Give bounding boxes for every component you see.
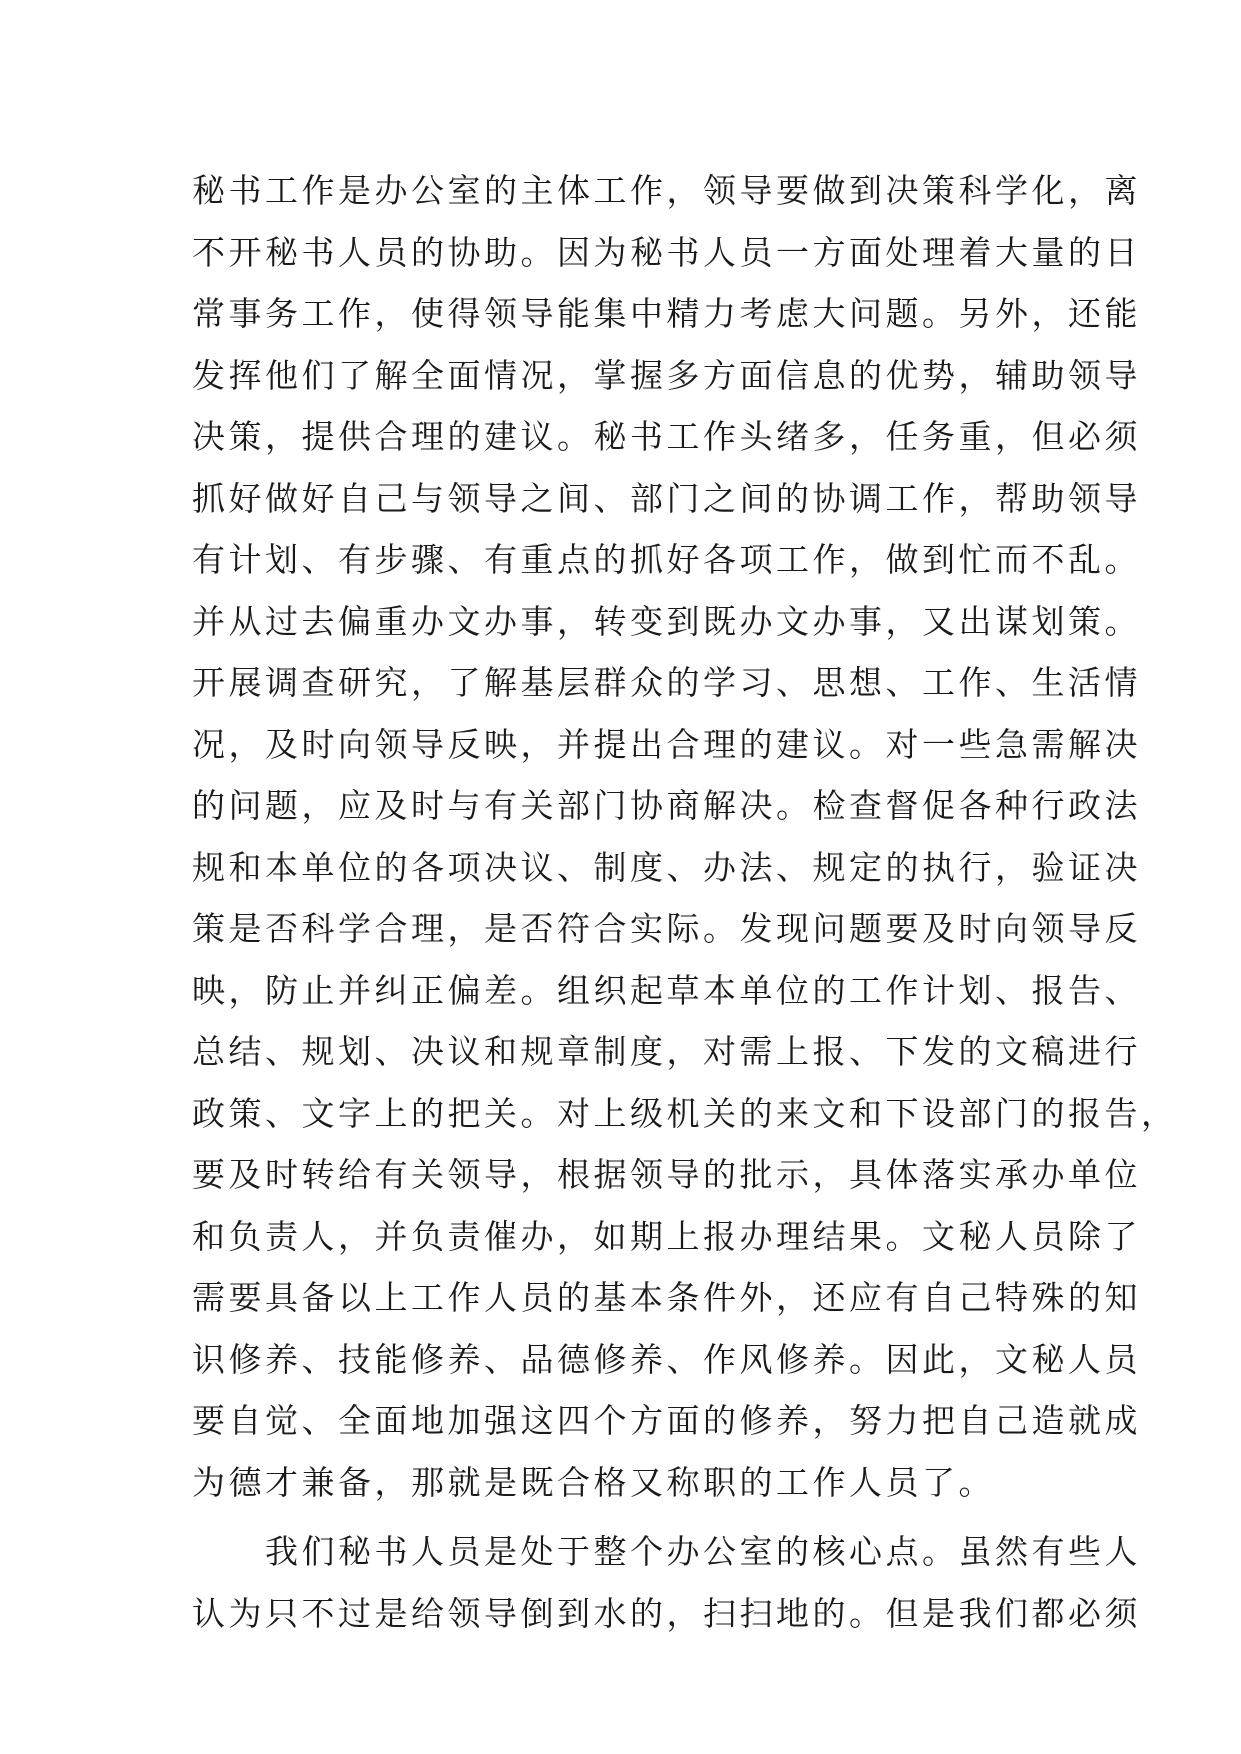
text-line: 为德才兼备，那就是既合格又称职的工作人员了。 [192, 1462, 995, 1502]
text-line: 并从过去偏重办文办事，转变到既办文办事，又出谋划策。 [192, 601, 1141, 641]
text-line: 要自觉、全面地加强这四个方面的修养，努力把自己造就成 [192, 1401, 1141, 1440]
text-line: 不开秘书人员的协助。因为秘书人员一方面处理着大量的日 [192, 232, 1141, 272]
text-line-indented: 我们秘书人员是处于整个办公室的核心点。虽然有些人 [265, 1532, 1141, 1571]
text-line: 要及时转给有关领导，根据领导的批示，具体落实承办单位 [192, 1155, 1141, 1194]
text-line: 有计划、有步骤、有重点的抓好各项工作，做到忙而不乱。 [192, 540, 1141, 579]
text-line: 映，防止并纠正偏差。组织起草本单位的工作计划、报告、 [192, 970, 1141, 1010]
text-line: 政策、文字上的把关。对上级机关的来文和下设部门的报告， [192, 1093, 1178, 1133]
body-text [192, 160, 1178, 1644]
paragraph-2 [192, 1521, 1141, 1644]
text-line: 秘书工作是办公室的主体工作，领导要做到决策科学化，离 [192, 171, 1141, 210]
text-line: 发挥他们了解全面情况，掌握多方面信息的优势，辅助领导 [192, 355, 1141, 395]
text-line: 规和本单位的各项决议、制度、办法、规定的执行，验证决 [192, 847, 1141, 887]
text-line: 策是否科学合理，是否符合实际。发现问题要及时向领导反 [192, 909, 1141, 948]
text-line: 况，及时向领导反映，并提出合理的建议。对一些急需解决 [192, 724, 1141, 764]
paragraph-1 [192, 160, 1178, 1513]
text-line: 的问题，应及时与有关部门协商解决。检查督促各种行政法 [192, 786, 1141, 825]
text-line: 总结、规划、决议和规章制度，对需上报、下发的文稿进行 [192, 1032, 1141, 1071]
text-line: 需要具备以上工作人员的基本条件外，还应有自己特殊的知 [192, 1278, 1141, 1317]
text-line: 和负责人，并负责催办，如期上报办理结果。文秘人员除了 [192, 1216, 1141, 1256]
text-line: 识修养、技能修养、品德修养、作风修养。因此，文秘人员 [192, 1339, 1141, 1379]
text-line: 抓好做好自己与领导之间、部门之间的协调工作，帮助领导 [192, 478, 1141, 518]
text-line: 决策，提供合理的建议。秘书工作头绪多，任务重，但必须 [192, 417, 1141, 456]
text-line: 常事务工作，使得领导能集中精力考虑大问题。另外，还能 [192, 294, 1141, 333]
text-line: 认为只不过是给领导倒到水的，扫扫地的。但是我们都必须 [192, 1593, 1141, 1633]
text-line: 开展调查研究，了解基层群众的学习、思想、工作、生活情 [192, 663, 1141, 702]
